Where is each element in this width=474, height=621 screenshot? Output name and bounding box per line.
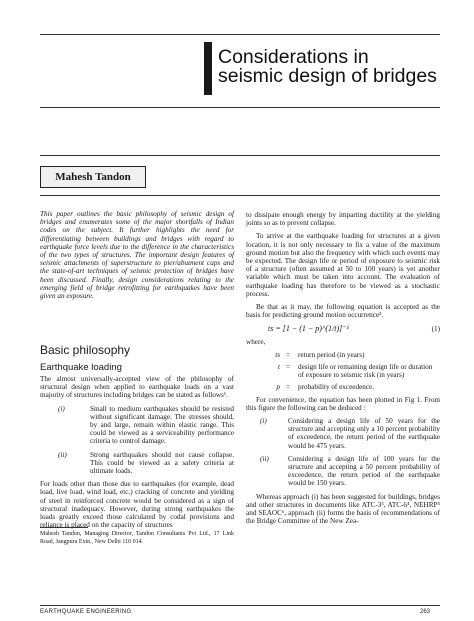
definition-symbol: t — [278, 363, 280, 372]
list-item-number: (i) — [58, 404, 65, 413]
list-item-text: Considering a design life of 50 years for the structure and accepting only a 10 percent probability of exceedence, the return period of the earthquake would be 475 years. — [288, 417, 440, 450]
article-title — [218, 48, 437, 86]
where-label: where, — [246, 337, 266, 346]
title-line-2: seismic design of bridges — [218, 65, 437, 87]
definition-text: design life or remaining design life or duration of exposure to seismic risk (in years) — [298, 363, 433, 380]
author-name: Mahesh Tandon — [40, 166, 146, 188]
author-rule-bottom — [40, 195, 440, 196]
list-item-text: Small to medium earthquakes should be resisted without significant damage. The stresses should, by and large, remain within elastic range. This could be viewed as a serviceability performance criteria to control damage. — [90, 404, 234, 446]
list-item-text: Strong earthquakes should not cause collapse. This could be viewed as a safety criteria at ultimate loads. — [90, 450, 234, 476]
equals-sign: = — [286, 383, 291, 392]
abstract-text: This paper outlines the basic philosophy of seismic design of bridges and enumerates some of the major shortfalls of Indian codes on the subject. It further highlights the need for differentiating between buildings and bridges with regard to earthquake force levels due to the difference in the characteristics of the two types of structures. The important design features of seismic attachments of superstructure to pier/abutment caps and the state-of-art techniques of seismic protection of bridges have been discussed. Finally, design considerations relating to the emerging field of bridge retrofitting for earthquakes have been given an exposure. — [40, 210, 234, 301]
definition-row — [246, 363, 440, 379]
equals-sign: = — [286, 350, 291, 359]
definition-symbol: ts — [275, 350, 280, 359]
paragraph: to dissipate enough energy by imparting ductility at the yielding joints so as to prevent collapse. — [246, 211, 440, 228]
list-item — [246, 455, 440, 488]
definition-text: return period (in years) — [298, 350, 365, 359]
list-item — [40, 451, 234, 476]
title-accent-bar — [204, 42, 212, 95]
equation-row — [246, 325, 440, 333]
top-rule — [40, 34, 440, 35]
equals-sign: = — [286, 363, 291, 372]
equation-number: (1) — [431, 325, 440, 334]
title-rule — [40, 107, 440, 108]
definition-symbol: p — [276, 383, 280, 392]
page-number: 263 — [420, 609, 431, 615]
list-item-number: (ii) — [260, 454, 269, 463]
paragraph: For loads other than those due to earthquakes (for example, dead load, live load, wind load, etc.) cracking of concrete and yielding of steel in reinforced concrete would be considered as a sign of structural inadequacy. However, during strong earthquakes the loads greatly exceed those calculated by codal provisions and reliance is placed on the capacity of structures — [40, 480, 234, 530]
list-item-number: (ii) — [58, 450, 67, 459]
footnote: Mahesh Tandon, Managing Director, Tandon Consultants Pvt Ltd., 17 Link Road, Jangpura Extn., New Delhi 110 014. — [40, 531, 234, 545]
paragraph: To arrive at the earthquake loading for structures at a given location, it is not only necessary to fix a value of the maximum ground motion but also the frequency with which such events may be expected. The design life or period of exposure to seismic risk of a structure (often assumed at 50 to 100 years) is yet another variable which must be taken into account. The evaluation of earthquake loading has therefore to be viewed as a stochastic process. — [246, 232, 440, 298]
footnote-rule — [40, 527, 88, 528]
definition-row — [246, 383, 440, 391]
list-item-number: (i) — [260, 417, 267, 426]
definition-row — [246, 351, 440, 359]
paragraph: For convenience, the equation has been plotted in Fig 1. From this figure the following can be deduced : — [246, 395, 440, 412]
right-column-body — [246, 211, 440, 531]
author-rule-top — [40, 155, 440, 156]
title-line-1: Considerations in — [218, 46, 369, 68]
equation: ts = [1 − (1 − p)^(1/t)]⁻¹ — [268, 324, 349, 334]
list-item-text: Considering a design life of 100 years for the structure and accepting a 50 percent probability of exceedence, the return period of the earthquake would be 150 years. — [288, 454, 440, 488]
subsection-heading: Earthquake loading — [40, 362, 122, 373]
paragraph: The almost universally-accepted view of the philosophy of structural design when applied to earthquake loads on a vast majority of structures including bridges can be stated as follows¹. — [40, 375, 234, 400]
list-item — [246, 417, 440, 450]
list-item — [40, 405, 234, 446]
left-column-body — [40, 375, 234, 534]
definition-text: probability of exceedence. — [298, 383, 375, 392]
abstract — [40, 210, 234, 300]
paragraph: Whereas approach (i) has been suggested for buildings, bridges and other structures in documents like ATC-3³, ATC-6⁴, NEHRP⁵ and SEAOC⁶, approach (ii) forms the basis of recommendations of the Bridge Committee of the New Zea- — [246, 492, 440, 526]
footer-rule — [40, 605, 440, 606]
section-heading: Basic philosophy — [40, 343, 131, 357]
paragraph: Be that as it may, the following equation is accepted as the basis for predicting ground motion occurrence². — [246, 303, 440, 320]
journal-name: EARTHQUAKE ENGINEERING — [40, 609, 132, 615]
